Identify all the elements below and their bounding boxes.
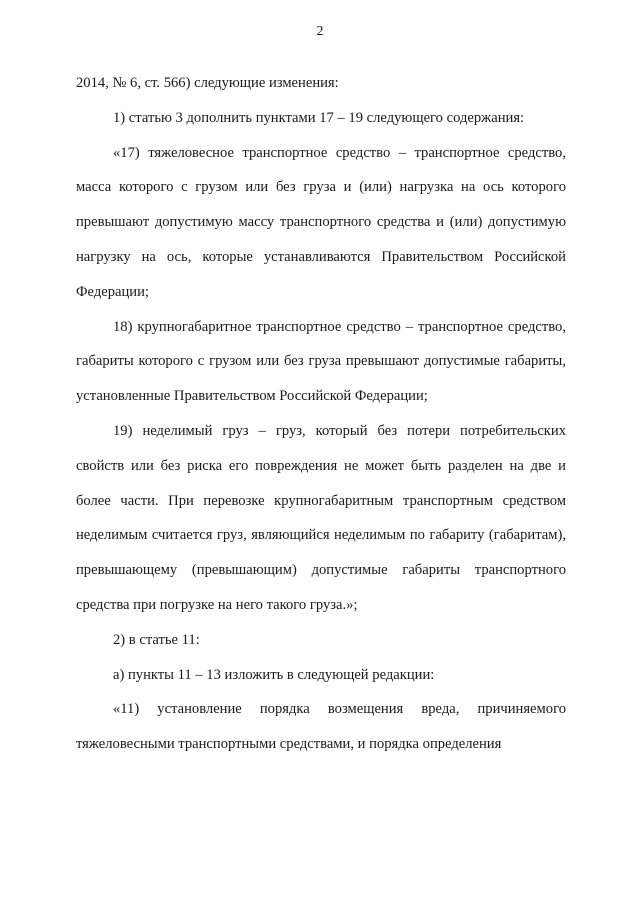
paragraph-subitem-a: а) пункты 11 – 13 изложить в следующей редакции: [113,666,435,683]
paragraph-item-2: 2) в статье 11: [113,631,200,648]
paragraph-point-17: «17) тяжеловесное транспортное средство – транспортное средство, масса которого с грузом или без груза и (или) нагрузка на ось которого превышают допустимую массу транспортного средства и (или) допустимую нагрузку на ось, которые устанавливаются Правительством Российской Федерации; [76,144,566,300]
paragraph-point-19: 19) неделимый груз – груз, который без потери потребительских свойств или без риска его повреждения не может быть разделен на две и более части. При перевозке крупногабаритным транспортным средством неделимым считается груз, являющийся неделимым по габариту (габаритам), превышающему (превышающим) допустимые габариты транспортного средства при погрузке на него такого груза.»; [76,422,566,613]
paragraph-continuation: 2014, № 6, ст. 566) следующие изменения: [76,75,339,91]
document-body [76,66,566,762]
page-number: 2 [316,24,324,39]
paragraph-item-1: 1) статью 3 дополнить пунктами 17 – 19 следующего содержания: [113,109,525,126]
paragraph-point-11: «11) установление порядка возмещения вреда, причиняемого тяжеловесными транспортными средствами, и порядка определения [76,701,566,753]
paragraph-point-18: 18) крупногабаритное транспортное средство – транспортное средство, габариты которого с грузом или без груза превышают допустимые габариты, установленные Правительством Российской Федерации; [76,318,566,405]
